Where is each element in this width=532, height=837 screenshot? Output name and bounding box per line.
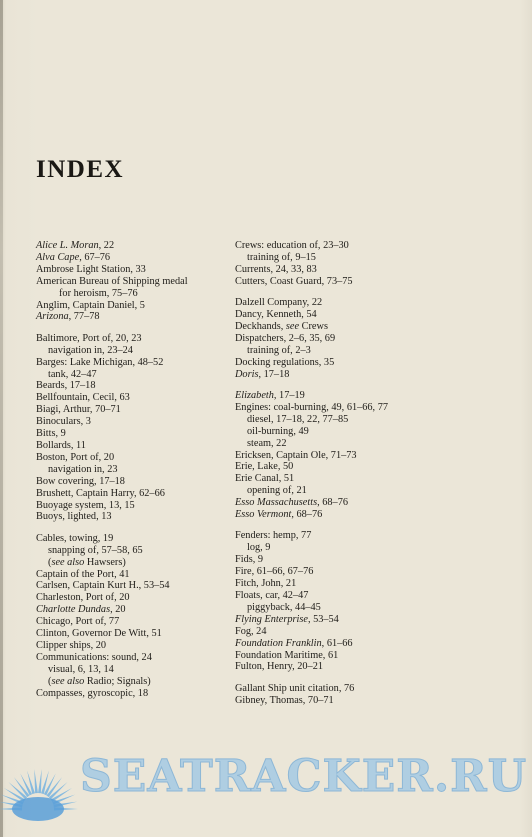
index-column-left <box>36 240 236 700</box>
index-entry <box>36 511 236 523</box>
index-column-right <box>235 240 525 707</box>
index-subentry <box>235 414 525 426</box>
entry-text: Captain of the Port, 41 <box>36 568 130 580</box>
index-entry <box>235 497 525 509</box>
index-entry <box>235 297 525 309</box>
index-entry <box>235 530 525 542</box>
index-entry <box>235 626 525 638</box>
index-entry <box>36 628 236 640</box>
entry-text: navigation in, 23 <box>48 463 118 475</box>
entry-text: training of, 2–3 <box>247 344 311 356</box>
entry-text: Crews: education of, 23–30 <box>235 240 349 251</box>
entry-text: Bellfountain, Cecil, 63 <box>36 392 130 404</box>
entry-text: visual, 6, 13, 14 <box>48 663 114 675</box>
entry-text: piggyback, 44–45 <box>247 601 321 613</box>
index-entry <box>36 252 236 264</box>
entry-text: Hawsers) <box>84 556 126 568</box>
entry-text: Currents, 24, 33, 83 <box>235 263 317 275</box>
index-entry <box>36 604 236 616</box>
index-entry <box>36 616 236 628</box>
index-entry <box>36 333 236 345</box>
index-entry <box>235 590 525 602</box>
index-subentry <box>36 464 236 476</box>
sun-burst-icon <box>0 755 90 837</box>
entry-text: Elizabeth <box>235 389 274 401</box>
index-entry <box>36 500 236 512</box>
entry-text: Fitch, John, 21 <box>235 578 297 590</box>
index-subentry <box>235 438 525 450</box>
entry-text: Fire, 61–66, 67–76 <box>235 566 314 578</box>
entry-text: Beards, 17–18 <box>36 380 96 392</box>
entry-text: Carlsen, Captain Kurt H., 53–54 <box>36 580 170 592</box>
entry-text: snapping of, 57–58, 65 <box>48 544 143 556</box>
entry-text: oil-burning, 49 <box>247 425 309 437</box>
index-entry <box>235 264 525 276</box>
index-entry <box>36 380 236 392</box>
index-entry <box>235 566 525 578</box>
section-gap <box>235 521 525 531</box>
entry-text: Erie, Lake, 50 <box>235 461 294 473</box>
index-subentry <box>36 288 236 300</box>
index-entry <box>36 357 236 369</box>
index-entry <box>36 652 236 664</box>
index-entry <box>235 683 525 695</box>
section-gap <box>235 380 525 390</box>
entry-text: log, 9 <box>247 542 271 554</box>
index-subentry <box>235 426 525 438</box>
index-entry <box>36 300 236 312</box>
entry-text: , 67–76 <box>79 251 111 263</box>
entry-text: Bow covering, 17–18 <box>36 475 125 487</box>
index-entry <box>235 450 525 462</box>
entry-text: Dalzell Company, 22 <box>235 297 323 309</box>
index-entry <box>36 264 236 276</box>
entry-text: Anglim, Captain Daniel, 5 <box>36 299 145 311</box>
index-entry <box>235 240 525 252</box>
section-gap <box>36 323 236 333</box>
entry-text: Clipper ships, 20 <box>36 640 107 651</box>
entry-text: see also <box>51 556 85 568</box>
entry-text: Engines: coal-burning, 49, 61–66, 77 <box>235 401 389 413</box>
entry-text: Ericksen, Captain Ole, 71–73 <box>235 449 357 461</box>
index-entry <box>235 333 525 345</box>
index-entry <box>36 533 236 545</box>
index-subentry <box>36 664 236 676</box>
entry-text: Dancy, Kenneth, 54 <box>235 309 317 321</box>
entry-text: , 68–76 <box>317 497 348 509</box>
page-title: INDEX <box>36 156 125 183</box>
index-entry <box>235 638 525 650</box>
entry-text: Biagi, Arthur, 70–71 <box>36 404 121 416</box>
entry-text: opening of, 21 <box>247 485 307 497</box>
entry-text: , 22 <box>98 240 115 251</box>
entry-text: for heroism, 75–76 <box>59 287 138 299</box>
index-entry <box>36 428 236 440</box>
index-entry <box>235 369 525 381</box>
index-subentry <box>235 542 525 554</box>
entry-text: Radio; Signals) <box>84 675 151 687</box>
entry-text: ( <box>48 556 52 568</box>
entry-text: see <box>285 320 300 332</box>
index-entry <box>235 276 525 288</box>
index-entry <box>235 578 525 590</box>
entry-text: Crews <box>299 320 328 332</box>
index-entry <box>36 452 236 464</box>
entry-text: Arizona <box>36 311 69 323</box>
entry-text: Chicago, Port of, 77 <box>36 616 120 628</box>
entry-text: Bitts, 9 <box>36 428 66 440</box>
entry-text: Cutters, Coast Guard, 73–75 <box>235 275 353 287</box>
index-entry <box>235 461 525 473</box>
entry-text: Baltimore, Port of, 20, 23 <box>36 332 142 344</box>
entry-text: , 20 <box>110 604 126 616</box>
index-subentry <box>36 345 236 357</box>
entry-text: , 17–19 <box>273 389 305 401</box>
sun-ray <box>34 769 38 793</box>
entry-text: American Bureau of Shipping medal <box>36 275 188 287</box>
index-entry <box>36 440 236 452</box>
index-subentry <box>36 369 236 381</box>
entry-text: , 77–78 <box>68 311 100 323</box>
entry-text: Alva Cape <box>36 251 80 263</box>
index-entry <box>36 392 236 404</box>
index-entry <box>235 650 525 662</box>
entry-text: Brushett, Captain Harry, 62–66 <box>36 487 165 499</box>
index-subentry <box>36 557 236 569</box>
entry-text: Dispatchers, 2–6, 35, 69 <box>235 332 336 344</box>
watermark-text: SEATRACKER.RU <box>80 751 528 802</box>
entry-text: , 53–54 <box>307 613 339 625</box>
entry-text: Ambrose Light Station, 33 <box>36 263 146 275</box>
entry-text: diesel, 17–18, 22, 77–85 <box>247 413 349 425</box>
entry-text: Erie Canal, 51 <box>235 473 295 485</box>
index-entry <box>36 404 236 416</box>
index-entry <box>36 569 236 581</box>
entry-text: Communications: sound, 24 <box>36 651 152 663</box>
entry-text: Fulton, Henry, 20–21 <box>235 661 323 673</box>
section-gap <box>235 288 525 298</box>
entry-text: see also <box>51 675 85 687</box>
sun-ray <box>38 769 42 793</box>
index-subentry <box>36 545 236 557</box>
entry-text: Gibney, Thomas, 70–71 <box>235 694 334 706</box>
entry-text: Buoyage system, 13, 15 <box>36 499 135 511</box>
section-gap <box>36 523 236 533</box>
index-subentry <box>36 676 236 688</box>
index-subentry <box>235 485 525 497</box>
entry-text: Docking regulations, 35 <box>235 356 335 368</box>
index-subentry <box>235 252 525 264</box>
section-gap <box>235 673 525 683</box>
index-subentry <box>235 345 525 357</box>
index-entry <box>235 390 525 402</box>
entry-text: Gallant Ship unit citation, 76 <box>235 682 355 694</box>
index-entry <box>235 554 525 566</box>
index-entry <box>36 592 236 604</box>
entry-text: , 61–66 <box>321 637 353 649</box>
entry-text: Charlotte Dundas <box>36 604 111 616</box>
index-entry <box>235 695 525 707</box>
entry-text: training of, 9–15 <box>247 251 316 263</box>
index-entry <box>235 309 525 321</box>
entry-text: Deckhands, <box>235 320 286 332</box>
entry-text: Esso Vermont <box>235 509 292 521</box>
index-entry <box>36 688 236 700</box>
entry-text: Boston, Port of, 20 <box>36 451 115 463</box>
entry-text: Cables, towing, 19 <box>36 532 114 544</box>
index-entry <box>235 661 525 673</box>
index-entry <box>235 473 525 485</box>
entry-text: Barges: Lake Michigan, 48–52 <box>36 356 164 368</box>
index-entry <box>235 509 525 521</box>
page-spine-shadow <box>0 0 3 837</box>
entry-text: Doris <box>235 368 259 380</box>
index-entry <box>235 357 525 369</box>
index-entry <box>36 240 236 252</box>
index-entry <box>36 311 236 323</box>
index-entry <box>36 276 236 288</box>
entry-text: Fids, 9 <box>235 554 264 566</box>
entry-text: Flying Enterprise <box>235 613 308 625</box>
entry-text: Floats, car, 42–47 <box>235 589 309 601</box>
watermark <box>0 751 532 837</box>
index-entry <box>235 614 525 626</box>
entry-text: Esso Massachusetts <box>235 497 318 509</box>
entry-text: Clinton, Governor De Witt, 51 <box>36 628 162 640</box>
entry-text: Fog, 24 <box>235 625 267 637</box>
entry-text: ( <box>48 675 52 687</box>
entry-text: Charleston, Port of, 20 <box>36 592 130 604</box>
index-entry <box>235 402 525 414</box>
entry-text: Binoculars, 3 <box>36 416 91 428</box>
entry-text: Foundation Franklin <box>235 637 322 649</box>
entry-text: Bollards, 11 <box>36 440 86 451</box>
entry-text: Compasses, gyroscopic, 18 <box>36 687 149 699</box>
index-subentry <box>235 602 525 614</box>
index-entry <box>36 476 236 488</box>
entry-text: tank, 42–47 <box>48 368 97 380</box>
entry-text: , 68–76 <box>291 509 323 521</box>
index-entry <box>36 416 236 428</box>
entry-text: , 17–18 <box>258 368 290 380</box>
entry-text: Alice L. Moran <box>36 240 99 251</box>
entry-text: navigation in, 23–24 <box>48 344 133 356</box>
entry-text: Foundation Maritime, 61 <box>235 649 339 661</box>
entry-text: Fenders: hemp, 77 <box>235 530 312 542</box>
index-entry <box>36 640 236 652</box>
entry-text: steam, 22 <box>247 437 287 449</box>
index-entry <box>36 580 236 592</box>
index-entry <box>36 488 236 500</box>
entry-text: Buoys, lighted, 13 <box>36 511 112 523</box>
index-entry <box>235 321 525 333</box>
